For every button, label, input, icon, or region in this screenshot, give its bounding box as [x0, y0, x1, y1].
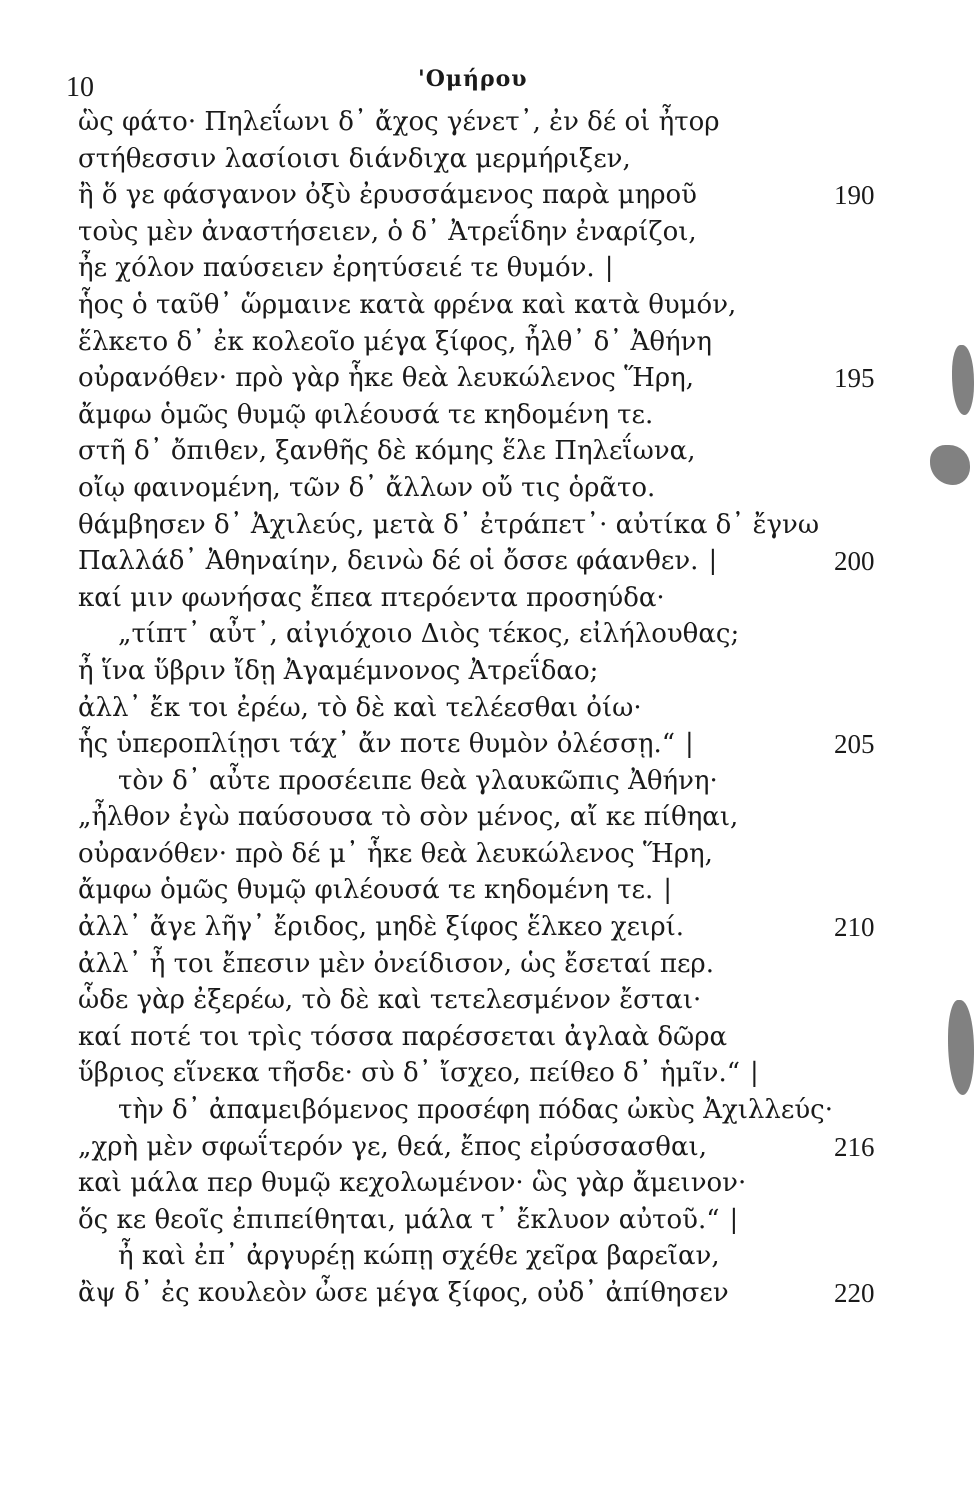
verse-line: [0, 836, 974, 873]
verse-text: Παλλάδ᾽ Ἀθηναίην, δεινὼ δέ οἱ ὄσσε φάανθεν. |: [78, 546, 718, 577]
verse-text: ἧος ὁ ταῦθ᾽ ὥρμαινε κατὰ φρένα καὶ κατὰ θυμόν,: [78, 289, 737, 320]
verse-line: [0, 397, 974, 434]
verse-text: ἢ ὅ γε φάσγανον ὀξὺ ἐρυσσάμενος παρὰ μηροῦ: [78, 180, 697, 211]
verse-line: [0, 507, 974, 544]
caesura-mark: |: [729, 1204, 739, 1235]
verse-line: [0, 1275, 974, 1312]
verse-text: ἀλλ᾽ ἔκ τοι ἐρέω, τὸ δὲ καὶ τελέεσθαι ὀίω·: [78, 692, 642, 723]
verse-text: ἀλλ᾽ ἄγε λῆγ᾽ ἔριδος, μηδὲ ξίφος ἕλκεο χειρί.: [78, 912, 685, 943]
verse-line: [0, 616, 974, 653]
verse-text: τὴν δ᾽ ἀπαμειβόμενος προσέφη πόδας ὠκὺς Ἀχιλλεύς·: [118, 1095, 833, 1126]
verse-lines: [0, 104, 974, 1312]
verse-line: [0, 690, 974, 727]
caesura-mark: |: [708, 546, 718, 577]
line-number: 216: [834, 1131, 875, 1162]
verse-text: θάμβησεν δ᾽ Ἀχιλεύς, μετὰ δ᾽ ἐτράπετ᾽· αὐτίκα δ᾽ ἔγνω: [78, 509, 820, 540]
verse-text: οὐρανόθεν· πρὸ γὰρ ἧκε θεὰ λευκώλενος Ἥρη,: [78, 363, 694, 394]
verse-text: ἕλκετο δ᾽ ἐκ κολεοῖο μέγα ξίφος, ἦλθ᾽ δ᾽ Ἀθήνη: [78, 326, 712, 357]
verse-line: [0, 1019, 974, 1056]
verse-line: [0, 470, 974, 507]
verse-line: [0, 1238, 974, 1275]
verse-text: ἧς ὑπεροπλίῃσι τάχ᾽ ἄν ποτε θυμὸν ὀλέσσῃ.“ |: [78, 729, 694, 760]
verse-line: [0, 1055, 974, 1092]
verse-line: [0, 177, 974, 214]
verse-line: [0, 763, 974, 800]
verse-text: ἄμφω ὁμῶς θυμῷ φιλέουσά τε κηδομένη τε. |: [78, 875, 673, 906]
verse-line: [0, 543, 974, 580]
paper-stain: [948, 1000, 974, 1095]
line-number: 200: [834, 546, 875, 577]
verse-text: ἄμφω ὁμῶς θυμῷ φιλέουσά τε κηδομένη τε.: [78, 399, 654, 430]
verse-text: οὐρανόθεν· πρὸ δέ μ᾽ ἧκε θεὰ λευκώλενος Ἥρη,: [78, 838, 713, 869]
line-number: 210: [834, 912, 875, 943]
verse-line: [0, 1165, 974, 1202]
running-head: 'Ομήρου: [418, 66, 528, 92]
verse-line: [0, 433, 974, 470]
verse-text: ἦε χόλον παύσειεν ἐρητύσειέ τε θυμόν. |: [78, 253, 614, 284]
verse-text: στήθεσσιν λασίοισι διάνδιχα μερμήριξεν,: [78, 143, 631, 174]
verse-line: [0, 1129, 974, 1166]
verse-line: [0, 909, 974, 946]
verse-text: τοὺς μὲν ἀναστήσειεν, ὁ δ᾽ Ἀτρεΐδην ἐναρίζοι,: [78, 216, 697, 247]
verse-line: [0, 324, 974, 361]
verse-line: [0, 141, 974, 178]
verse-line: [0, 726, 974, 763]
verse-line: [0, 360, 974, 397]
verse-text: τὸν δ᾽ αὖτε προσέειπε θεὰ γλαυκῶπις Ἀθήνη·: [118, 765, 718, 796]
verse-line: [0, 214, 974, 251]
verse-text: ἂψ δ᾽ ἐς κουλεὸν ὦσε μέγα ξίφος, οὐδ᾽ ἀπίθησεν: [78, 1278, 729, 1308]
verse-text: „τίπτ᾽ αὖτ᾽, αἰγιόχοιο Διὸς τέκος, εἰλήλουθας;: [118, 619, 740, 650]
verse-text: „χρὴ μὲν σφωΐτερόν γε, θεά, ἔπος εἰρύσσασθαι,: [78, 1131, 707, 1162]
verse-text: ὣς φάτο· Πηλεΐωνι δ᾽ ἄχος γένετ᾽, ἐν δέ οἱ ἦτορ: [78, 107, 720, 137]
verse-line: [0, 982, 974, 1019]
verse-text: ἦ καὶ ἐπ᾽ ἀργυρέῃ κώπῃ σχέθε χεῖρα βαρεῖαν,: [118, 1241, 720, 1272]
verse-line: [0, 580, 974, 617]
caesura-mark: |: [604, 253, 614, 284]
verse-text: ὅς κε θεοῖς ἐπιπείθηται, μάλα τ᾽ ἔκλυον αὐτοῦ.“ |: [78, 1204, 739, 1235]
verse-line: [0, 872, 974, 909]
verse-text: οἴῳ φαινομένη, τῶν δ᾽ ἄλλων οὔ τις ὁρᾶτο.: [78, 472, 656, 503]
page-number: 10: [66, 72, 94, 103]
verse-line: [0, 1092, 974, 1129]
caesura-mark: |: [685, 729, 694, 760]
paper-stain: [952, 345, 974, 415]
verse-line: [0, 653, 974, 690]
verse-line: [0, 946, 974, 983]
verse-text: καὶ μάλα περ θυμῷ κεχολωμένον· ὣς γὰρ ἄμεινον·: [78, 1168, 747, 1199]
verse-text: καί μιν φωνήσας ἔπεα πτερόεντα προσηύδα·: [78, 582, 665, 613]
caesura-mark: |: [750, 1058, 759, 1089]
line-number: 220: [834, 1278, 875, 1308]
verse-text: „ἦλθον ἐγὼ παύσουσα τὸ σὸν μένος, αἴ κε πίθηαι,: [78, 802, 739, 833]
verse-text: ἦ ἵνα ὕβριν ἴδῃ Ἀγαμέμνονος Ἀτρεΐδαο;: [78, 655, 599, 686]
verse-line: [0, 287, 974, 324]
line-number: 205: [834, 729, 875, 760]
caesura-mark: |: [663, 875, 673, 906]
verse-text: στῆ δ᾽ ὄπιθεν, ξανθῆς δὲ κόμης ἕλε Πηλεΐωνα,: [78, 436, 696, 467]
verse-text: ὧδε γὰρ ἐξερέω, τὸ δὲ καὶ τετελεσμένον ἔσται·: [78, 985, 702, 1016]
verse-text: καί ποτέ τοι τρὶς τόσσα παρέσσεται ἀγλαὰ δῶρα: [78, 1021, 728, 1052]
verse-text: ἀλλ᾽ ἦ τοι ἔπεσιν μὲν ὀνείδισον, ὡς ἔσεταί περ.: [78, 948, 714, 979]
verse-text: ὕβριος εἵνεκα τῆσδε· σὺ δ᾽ ἴσχεο, πείθεο δ᾽ ἡμῖν.“ |: [78, 1058, 759, 1089]
line-number: 195: [834, 363, 875, 394]
verse-line: [0, 799, 974, 836]
verse-line: [0, 250, 974, 287]
line-number: 190: [834, 180, 875, 211]
verse-line: [0, 104, 974, 141]
verse-line: [0, 1202, 974, 1239]
